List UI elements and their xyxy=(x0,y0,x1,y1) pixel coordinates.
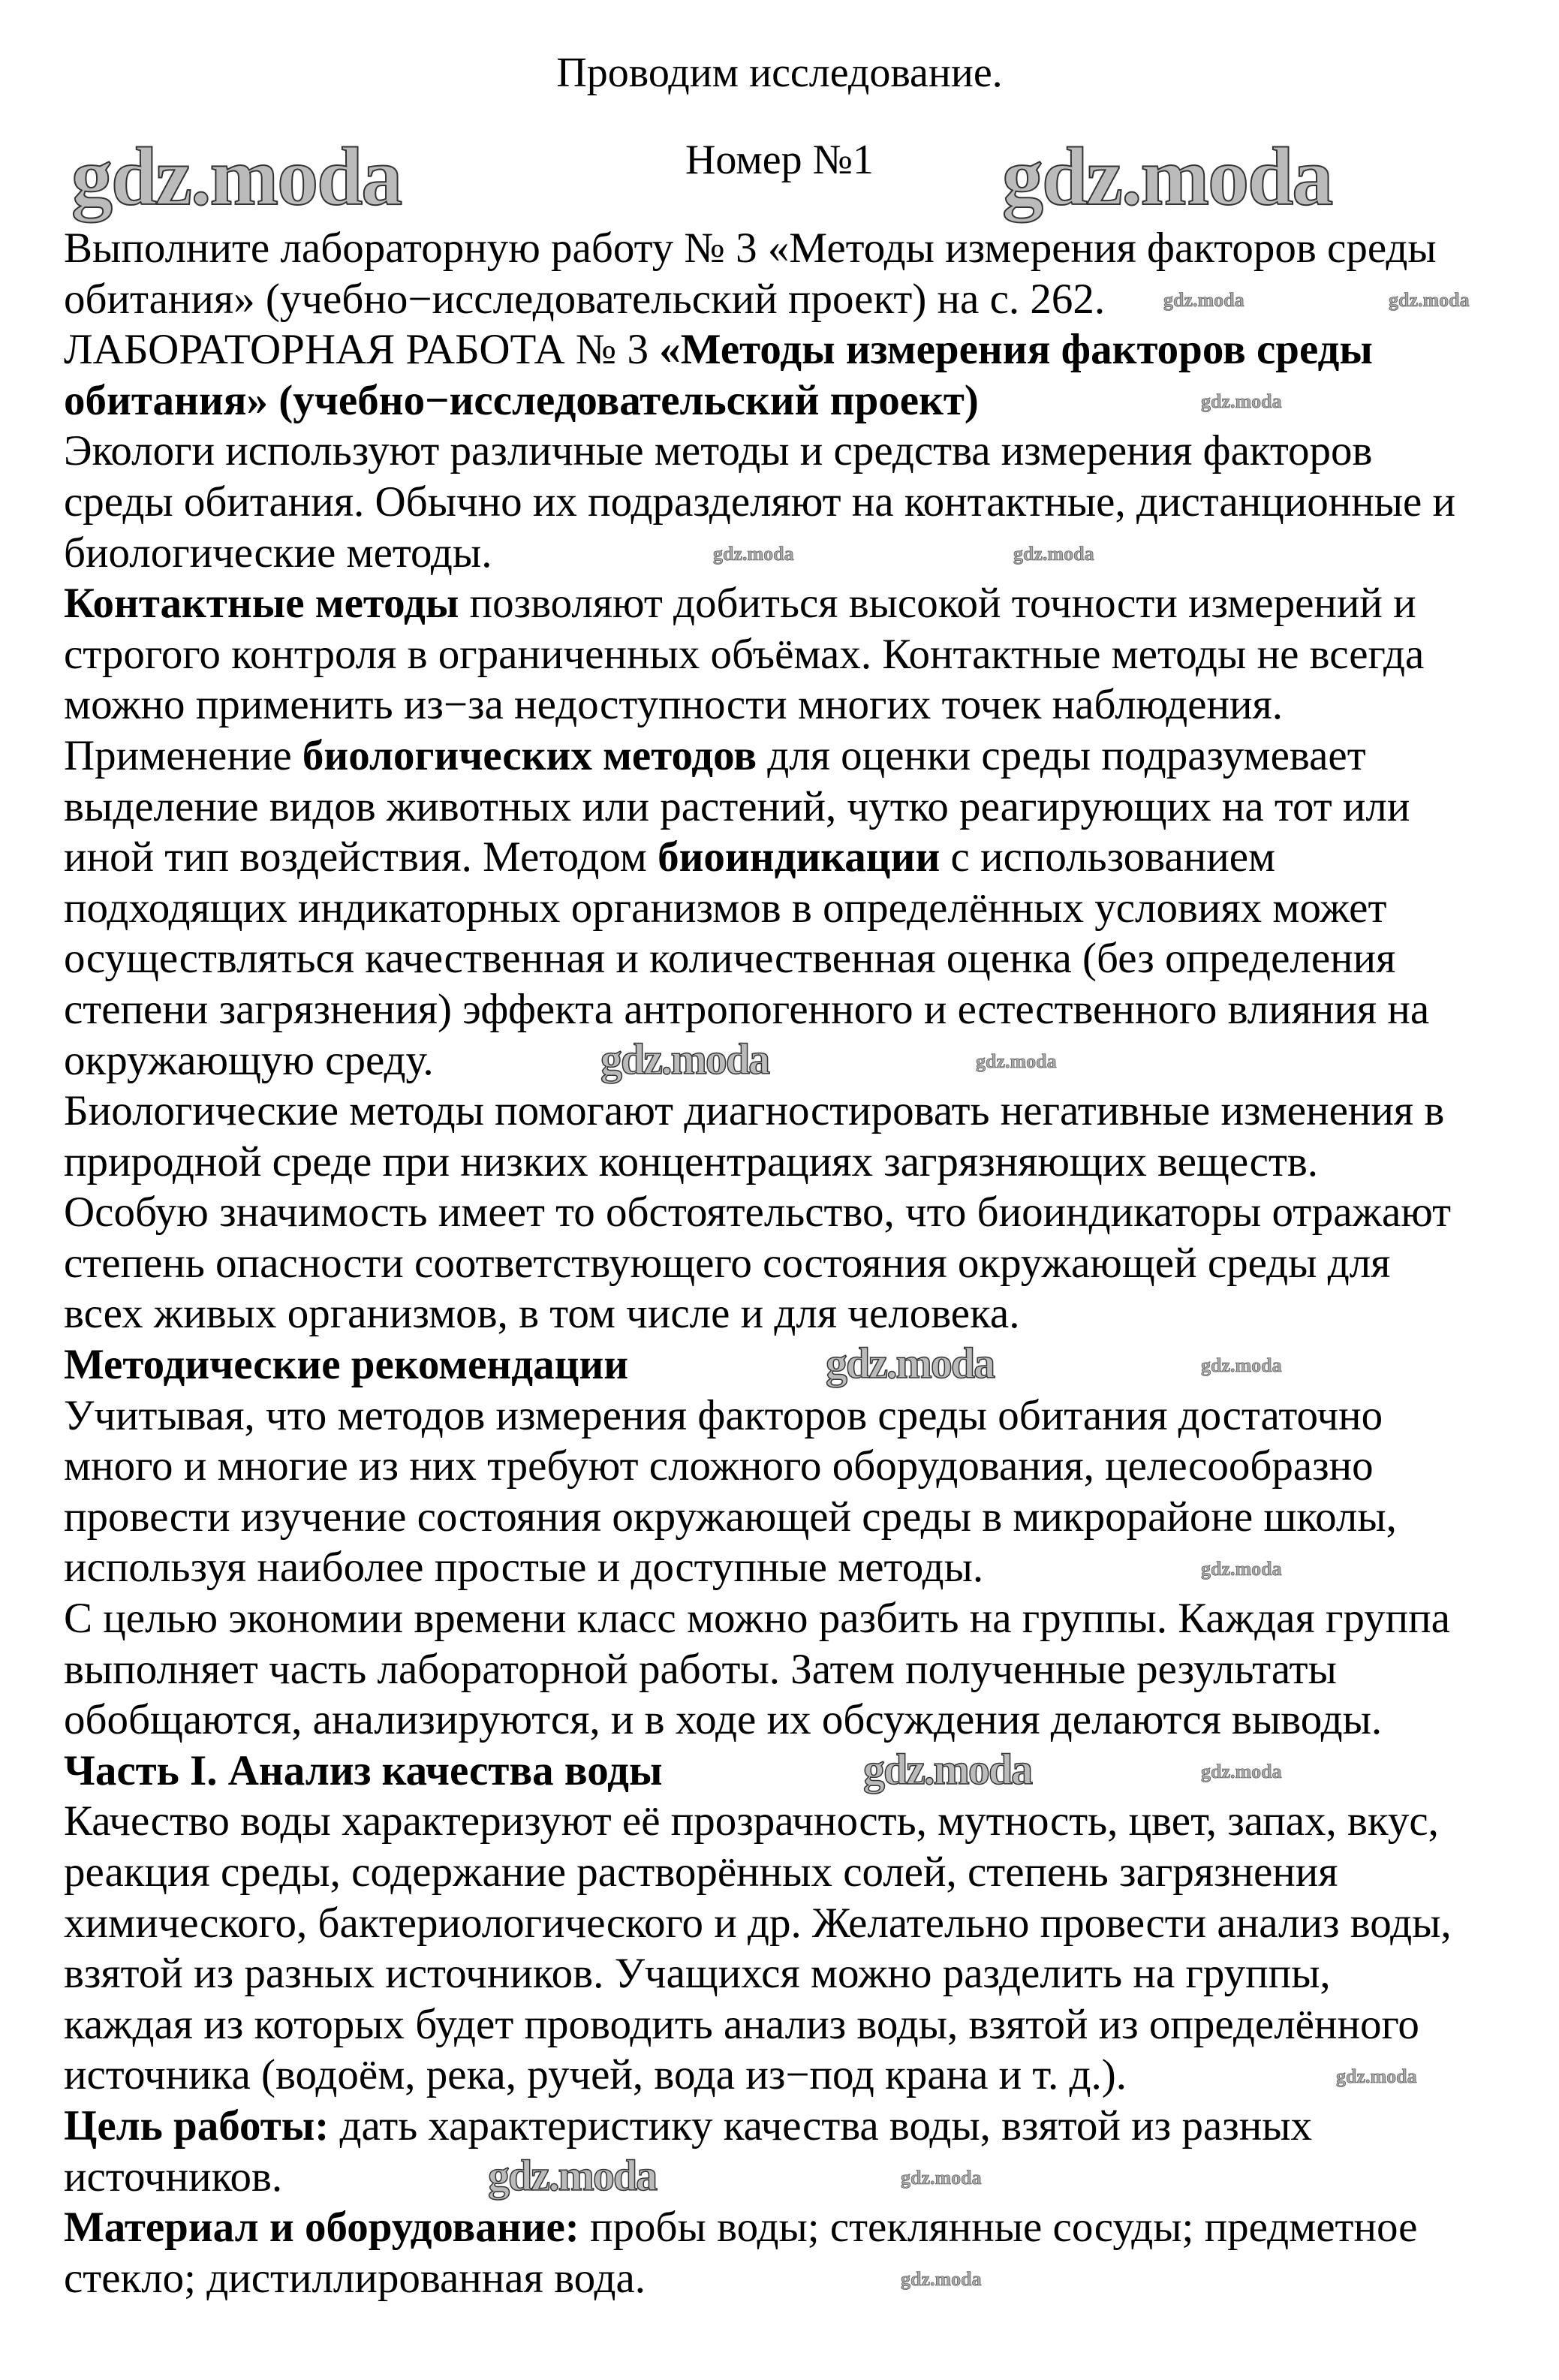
text-line xyxy=(64,2101,1312,2152)
watermark-logo: gdz.moda xyxy=(1002,131,1332,222)
text-span: Применение xyxy=(64,731,302,779)
text-span: строгого контроля в ограниченных объёмах. Контактные методы не всегда xyxy=(64,630,1425,678)
text-line xyxy=(64,984,1429,1035)
text-line xyxy=(64,1898,1452,1949)
text-span: можно применить из−за недоступности многих точек наблюдения. xyxy=(64,681,1283,729)
text-line xyxy=(64,2253,646,2304)
bold-text: биоиндикации xyxy=(658,833,941,881)
watermark-small: gdz.moda xyxy=(1201,1761,1282,1782)
text-span: обобщаются, анализируются, и в ходе их обсуждения делаются выводы. xyxy=(64,1696,1383,1744)
text-span: взятой из разных источников. Учащихся можно разделить на группы, xyxy=(64,1950,1331,1998)
text-line xyxy=(64,629,1424,680)
document-body xyxy=(64,223,1455,2303)
watermark-logo: gdz.moda xyxy=(863,1745,1032,1794)
text-line xyxy=(64,223,1437,274)
bold-text: Цель работы: xyxy=(64,2101,330,2150)
text-line xyxy=(64,731,1366,782)
text-span: для оценки среды подразумевает xyxy=(757,731,1366,779)
bold-text: обитания» (учебно−исследовательский проект) xyxy=(64,376,979,424)
watermark-small: gdz.moda xyxy=(1201,390,1282,412)
text-span: источников. xyxy=(64,2153,283,2201)
bold-text: Часть I. Анализ качества воды xyxy=(64,1746,663,1794)
text-line xyxy=(64,1339,628,1390)
watermark-small: gdz.moda xyxy=(1389,289,1470,311)
text-line xyxy=(64,2152,282,2203)
bold-text: Методические рекомендации xyxy=(64,1341,629,1389)
text-line xyxy=(64,324,1373,375)
text-span: Особую значимость имеет то обстоятельство, что биоиндикаторы отражают xyxy=(64,1188,1452,1237)
text-line xyxy=(64,1187,1451,1238)
bold-text: Материал и оборудование: xyxy=(64,2204,579,2252)
text-line xyxy=(64,1137,1318,1188)
text-span: используя наиболее простые и доступные методы. xyxy=(64,1544,984,1592)
text-span: иной тип воздействия. Методом xyxy=(64,833,658,881)
text-span: пробы воды; стеклянные сосуды; предметное xyxy=(579,2204,1418,2252)
text-line xyxy=(64,933,1395,984)
text-span: С целью экономии времени класс можно разбить на группы. Каждая группа xyxy=(64,1595,1450,1643)
watermark-small: gdz.moda xyxy=(901,2167,982,2189)
watermark-small: gdz.moda xyxy=(976,1050,1057,1072)
text-span: Биологические методы помогают диагностировать негативные изменения в xyxy=(64,1087,1445,1135)
bold-text: Контактные методы xyxy=(64,580,459,628)
watermark-small: gdz.moda xyxy=(1201,1558,1282,1580)
text-span: Учитывая, что методов измерения факторов среды обитания достаточно xyxy=(64,1391,1383,1439)
text-span: степень опасности соответствующего состояния окружающей среды для xyxy=(64,1239,1391,1287)
text-span: окружающую среду. xyxy=(64,1036,434,1084)
text-line xyxy=(64,1593,1450,1644)
task-number-text: Номер №1 xyxy=(685,137,874,183)
page-title-text: Проводим исследование. xyxy=(556,50,1003,96)
text-span: осуществляться качественная и количественная оценка (без определения xyxy=(64,935,1396,983)
text-span: дать характеристику качества воды, взятой из разных xyxy=(329,2101,1313,2150)
text-line xyxy=(64,426,1372,477)
watermark-logo: gdz.moda xyxy=(600,1035,769,1083)
text-line xyxy=(64,1086,1444,1137)
text-line xyxy=(64,274,1105,325)
text-span: источника (водоём, река, ручей, вода из−под крана и т. д.). xyxy=(64,2051,1127,2099)
text-line xyxy=(64,1847,1338,1898)
text-line xyxy=(64,375,979,426)
text-span: много и многие из них требуют сложного оборудования, целесообразно xyxy=(64,1442,1374,1490)
text-span: каждая из которых будет проводить анализ воды, взятой из определённого xyxy=(64,2000,1419,2048)
text-span: ЛАБОРАТОРНАЯ РАБОТА № 3 xyxy=(64,326,660,374)
text-span: стекло; дистиллированная вода. xyxy=(64,2254,646,2302)
bold-text: «Методы измерения факторов среды xyxy=(659,326,1373,374)
text-span: Выполните лабораторную работу № 3 «Методы измерения факторов среды xyxy=(64,224,1437,272)
text-span: с использованием xyxy=(940,833,1276,881)
watermark-small: gdz.moda xyxy=(1336,2065,1417,2087)
text-span: провести изучение состояния окружающей среды в микрорайоне школы, xyxy=(64,1493,1397,1541)
text-line xyxy=(64,679,1283,731)
text-span: среды обитания. Обычно их подразделяют на контактные, дистанционные и xyxy=(64,478,1456,526)
text-line xyxy=(64,1746,662,1797)
text-line xyxy=(64,578,1416,629)
text-span: биологические методы. xyxy=(64,529,492,577)
watermark-small: gdz.moda xyxy=(1201,1354,1282,1376)
text-line xyxy=(64,1390,1383,1442)
text-line xyxy=(64,832,1275,883)
page-title xyxy=(0,47,1559,98)
text-line xyxy=(64,1238,1390,1289)
text-line xyxy=(64,1542,983,1593)
text-line xyxy=(64,2050,1127,2101)
text-line xyxy=(64,1695,1382,1746)
text-span: Качество воды характеризуют её прозрачность, мутность, цвет, запах, вкус, xyxy=(64,1797,1439,1845)
text-line xyxy=(64,1796,1439,1847)
text-line xyxy=(64,1644,1337,1695)
watermark-logo: gdz.moda xyxy=(826,1339,995,1387)
text-line xyxy=(64,1288,1019,1339)
text-span: Экологи используют различные методы и средства измерения факторов xyxy=(64,427,1373,475)
text-line xyxy=(64,782,1410,833)
watermark-small: gdz.moda xyxy=(901,2268,982,2290)
text-span: природной среде при низких концентрациях загрязняющих веществ. xyxy=(64,1137,1318,1185)
text-line xyxy=(64,1492,1397,1543)
text-span: степени загрязнения) эффекта антропогенного и естественного влияния на xyxy=(64,985,1430,1033)
text-line xyxy=(64,1999,1419,2050)
text-line xyxy=(64,2202,1417,2253)
watermark-logo: gdz.moda xyxy=(488,2151,657,2200)
text-span: химического, бактериологического и др. Желательно провести анализ воды, xyxy=(64,1899,1452,1947)
text-line xyxy=(64,477,1455,528)
text-span: реакция среды, содержание растворённых солей, степень загрязнения xyxy=(64,1848,1338,1896)
watermark-small: gdz.moda xyxy=(1163,289,1244,311)
text-span: подходящих индикаторных организмов в определённых условиях может xyxy=(64,884,1387,932)
text-span: обитания» (учебно−исследовательский проект) на с. 262. xyxy=(64,275,1106,323)
text-line xyxy=(64,1035,434,1086)
watermark-small: gdz.moda xyxy=(1013,543,1094,565)
text-span: выполняет часть лабораторной работы. Затем полученные результаты xyxy=(64,1645,1337,1693)
text-line xyxy=(64,883,1386,934)
text-line xyxy=(64,528,492,579)
text-span: позволяют добиться высокой точности измерений и xyxy=(459,580,1416,628)
text-span: выделение видов животных или растений, чутко реагирующих на тот или xyxy=(64,782,1410,830)
bold-text: биологических методов xyxy=(302,731,757,779)
watermark-small: gdz.moda xyxy=(713,543,794,565)
text-span: всех живых организмов, в том числе и для человека. xyxy=(64,1290,1020,1338)
text-line xyxy=(64,1948,1331,1999)
watermark-logo: gdz.moda xyxy=(71,131,402,222)
text-line xyxy=(64,1441,1374,1492)
